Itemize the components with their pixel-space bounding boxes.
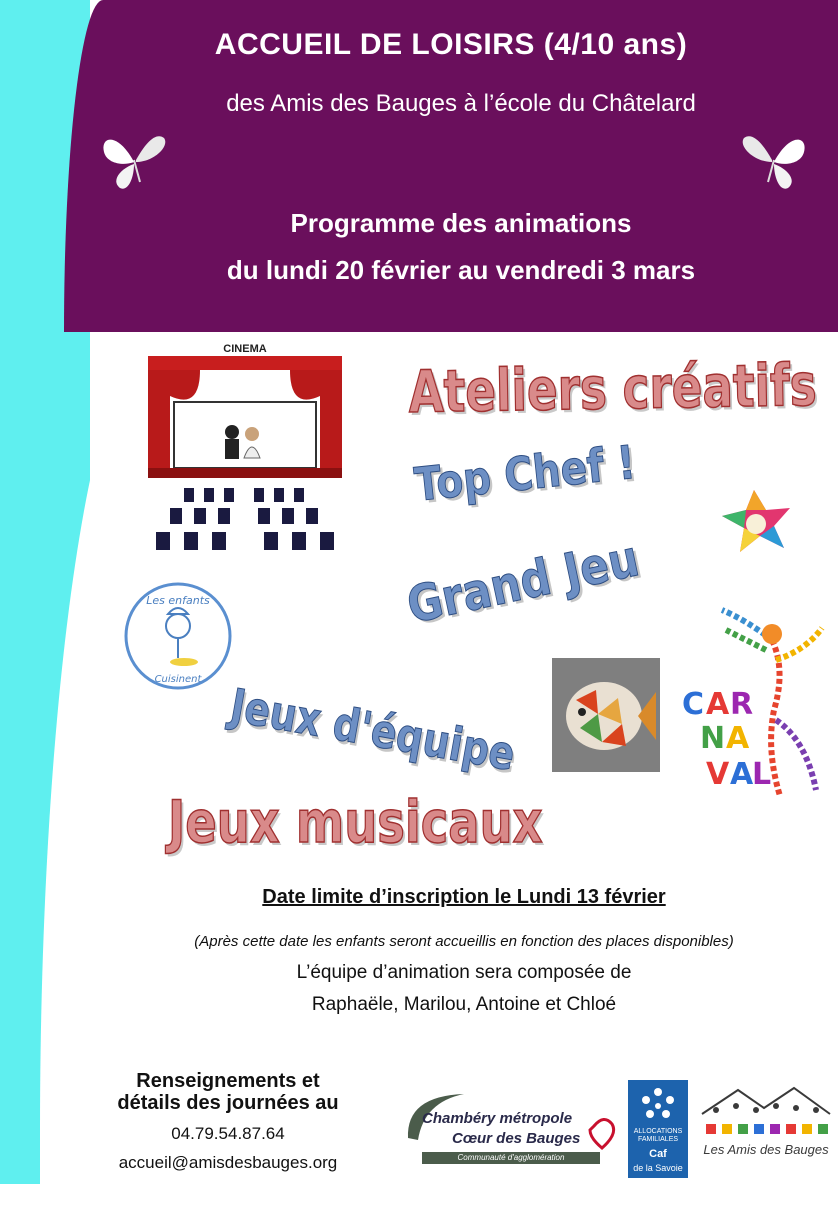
enfants-logo-bottom-text: Cuisinent — [154, 674, 202, 685]
amis-des-bauges-logo — [698, 1084, 834, 1174]
activity-grand-jeu: Grand Jeu — [402, 529, 644, 635]
cinema-illustration — [140, 340, 350, 552]
caf-line1: ALLOCATIONS — [633, 1128, 683, 1135]
enfants-logo-top-text: Les enfants — [146, 594, 210, 607]
chambery-tagline: Communauté d'agglomération — [422, 1152, 600, 1164]
activity-top-chef: Top Chef ! — [412, 434, 638, 512]
amis-name: Les Amis des Bauges — [703, 1142, 829, 1157]
page-subtitle: des Amis des Bauges à l’école du Châtelard — [226, 90, 696, 117]
caf-logo — [628, 1080, 688, 1178]
caf-name: Caf — [649, 1148, 667, 1160]
team-intro: L’équipe d’animation sera composée de — [296, 962, 632, 983]
registration-deadline: Date limite d’inscription le Lundi 13 février — [262, 886, 666, 908]
team-members: Raphaële, Marilou, Antoine et Chloé — [311, 994, 617, 1015]
carnaval-letter-a2: A — [726, 721, 750, 756]
carnaval-letter-l: L — [752, 757, 772, 792]
chambery-metropole-logo — [404, 1088, 622, 1172]
caf-region: de la Savoie — [633, 1163, 683, 1173]
cinema-label: CINEMA — [223, 343, 267, 355]
chambery-name: Chambéry métropole — [422, 1110, 573, 1127]
carnaval-letter-n: N — [700, 721, 726, 756]
contact-email: accueil@amisdesbauges.org — [118, 1153, 338, 1172]
amis-mountain-icon — [698, 1084, 834, 1142]
carnaval-letter-c: C — [682, 687, 705, 722]
caf-people-icon — [638, 1086, 678, 1126]
activity-ateliers-creatifs: Ateliers créatifs — [408, 350, 818, 426]
carnaval-letter-v: V — [706, 757, 730, 792]
carnaval-illustration — [676, 600, 828, 800]
header-banner — [64, 0, 838, 332]
pinata-icon — [700, 470, 808, 574]
butterfly-right-icon — [736, 122, 810, 192]
program-dates: du lundi 20 février au vendredi 3 mars — [226, 255, 696, 285]
butterfly-left-icon — [98, 122, 172, 192]
mosaic-fish-picture — [552, 658, 660, 772]
contact-phone: 04.79.54.87.64 — [171, 1124, 285, 1143]
carnaval-letter-a1: A — [706, 687, 730, 722]
registration-note: (Après cette date les enfants seront accueillis en fonction des places disponibles) — [194, 933, 734, 950]
contact-heading-line1: Renseignements et — [136, 1070, 320, 1092]
contact-heading-line2: détails des journées au — [117, 1092, 339, 1114]
carnaval-letter-a3: A — [730, 757, 754, 792]
activity-jeux-musicaux: Jeux musicaux — [168, 788, 543, 856]
activity-jeux-equipe: Jeux d'équipe — [226, 678, 520, 782]
chambery-sub: Cœur des Bauges — [452, 1130, 581, 1147]
page-title: ACCUEIL DE LOISIRS (4/10 ans) — [214, 28, 688, 61]
carnaval-letter-r: R — [730, 687, 754, 722]
caf-line2: FAMILIALES — [637, 1136, 679, 1143]
program-heading: Programme des animations — [290, 208, 632, 238]
enfants-cuisinent-logo — [122, 578, 234, 694]
